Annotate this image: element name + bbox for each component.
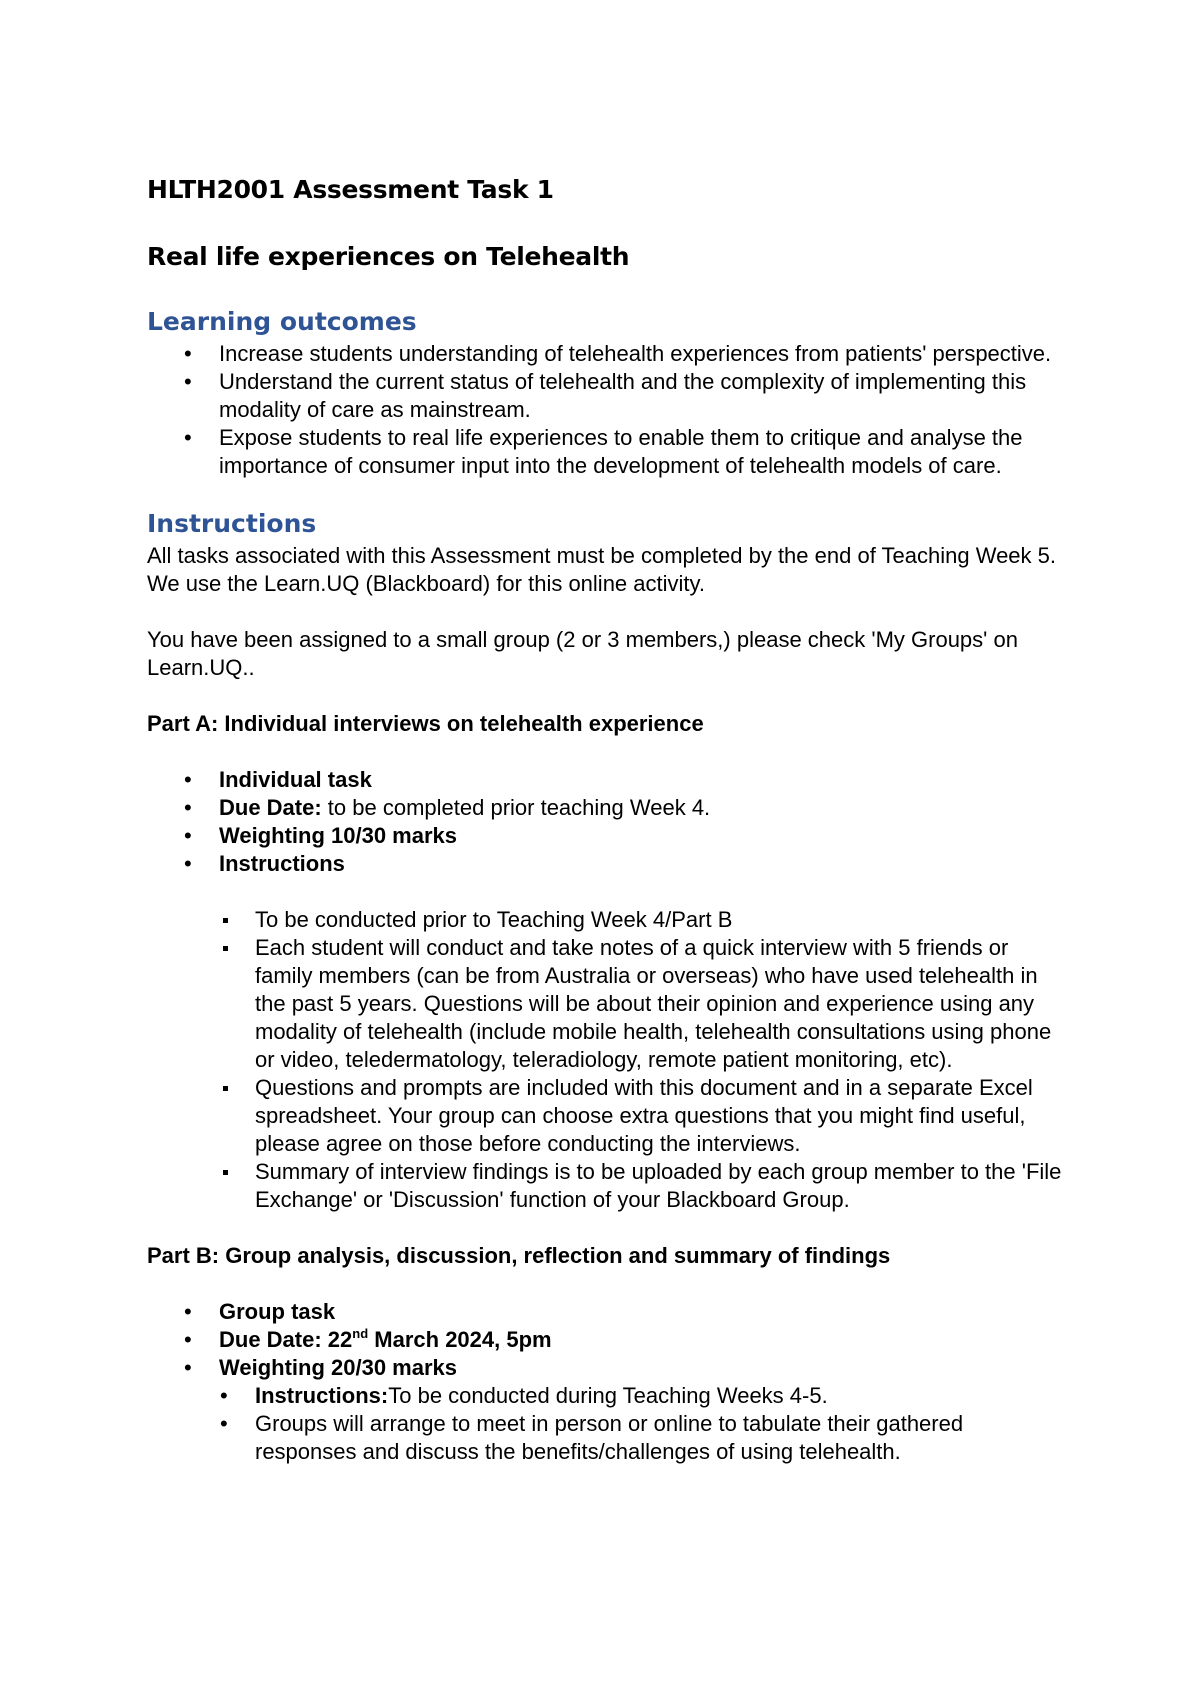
list-item xyxy=(147,822,1067,850)
learning-outcomes-heading: Learning outcomes xyxy=(147,307,417,336)
part-b-due-date xyxy=(219,1327,552,1352)
list-item: To be conducted prior to Teaching Week 4/Part B xyxy=(147,906,1067,934)
learning-outcomes-list xyxy=(147,340,1067,480)
part-a-details xyxy=(147,766,1067,878)
list-item: Questions and prompts are included with this document and in a separate Excel spreadsheet. Your group can choose extra questions that you might find useful, please agree on those before conducting the interviews. xyxy=(147,1074,1067,1158)
list-item xyxy=(147,794,1067,822)
list-item: • Understand the current status of telehealth and the complexity of implementing this modality of care as mainstream. xyxy=(147,368,1067,424)
part-b-heading: Part B: Group analysis, discussion, reflection and summary of findings xyxy=(147,1243,891,1268)
instructions-paragraph: All tasks associated with this Assessment must be completed by the end of Teaching Week 5. We use the Learn.UQ (Blackboard) for this online activity. xyxy=(147,543,1056,596)
part-b-instructions-text: To be conducted during Teaching Weeks 4-5. xyxy=(388,1383,828,1408)
list-item xyxy=(147,1298,1067,1326)
part-a-due-value: to be completed prior teaching Week 4. xyxy=(321,795,711,820)
part-b-instructions-list xyxy=(147,1382,1067,1466)
part-b-task: Group task xyxy=(219,1299,336,1324)
list-item xyxy=(147,1354,1067,1382)
part-b-weighting: Weighting 20/30 marks xyxy=(219,1355,458,1380)
part-a-heading: Part A: Individual interviews on telehealth experience xyxy=(147,711,704,736)
part-a-instructions-label: Instructions xyxy=(219,851,345,876)
part-b-due-sup: nd xyxy=(352,1326,369,1341)
document-page xyxy=(147,170,1067,1466)
list-item xyxy=(147,766,1067,794)
part-a-task: Individual task xyxy=(219,767,372,792)
groups-paragraph: You have been assigned to a small group (2 or 3 members,) please check 'My Groups' on Learn.UQ.. xyxy=(147,627,1018,680)
list-item xyxy=(147,1382,1067,1410)
list-item xyxy=(147,850,1067,878)
part-b-instructions-label: Instructions: xyxy=(255,1383,389,1408)
list-item: Each student will conduct and take notes of a quick interview with 5 friends or family members (can be from Australia or overseas) who have used telehealth in the past 5 years. Questions will be about their opinion and experience using any modality of telehealth (include mobile health, telehealth consultations using phone or video, teledermatology, teleradiology, remote patient monitoring, etc). xyxy=(147,934,1067,1074)
part-a-instructions-list xyxy=(147,906,1067,1214)
part-b-due-prefix: Due Date: 22 xyxy=(219,1327,353,1352)
part-a-due-label: Due Date: xyxy=(219,795,322,820)
part-a-weighting: Weighting 10/30 marks xyxy=(219,823,458,848)
list-item xyxy=(147,1326,1067,1354)
document-subtitle: Real life experiences on Telehealth xyxy=(147,242,630,271)
document-title: HLTH2001 Assessment Task 1 xyxy=(147,175,554,204)
list-item: • Increase students understanding of telehealth experiences from patients' perspective. xyxy=(147,340,1067,368)
list-item: • Expose students to real life experiences to enable them to critique and analyse the importance of consumer input into the development of telehealth models of care. xyxy=(147,424,1067,480)
part-b-due-suffix: March 2024, 5pm xyxy=(368,1327,552,1352)
instructions-heading: Instructions xyxy=(147,509,317,538)
list-item: Summary of interview findings is to be uploaded by each group member to the 'File Exchange' or 'Discussion' function of your Blackboard Group. xyxy=(147,1158,1067,1214)
part-b-details xyxy=(147,1298,1067,1382)
list-item: • Groups will arrange to meet in person or online to tabulate their gathered responses and discuss the benefits/challenges of using telehealth. xyxy=(147,1410,1067,1466)
